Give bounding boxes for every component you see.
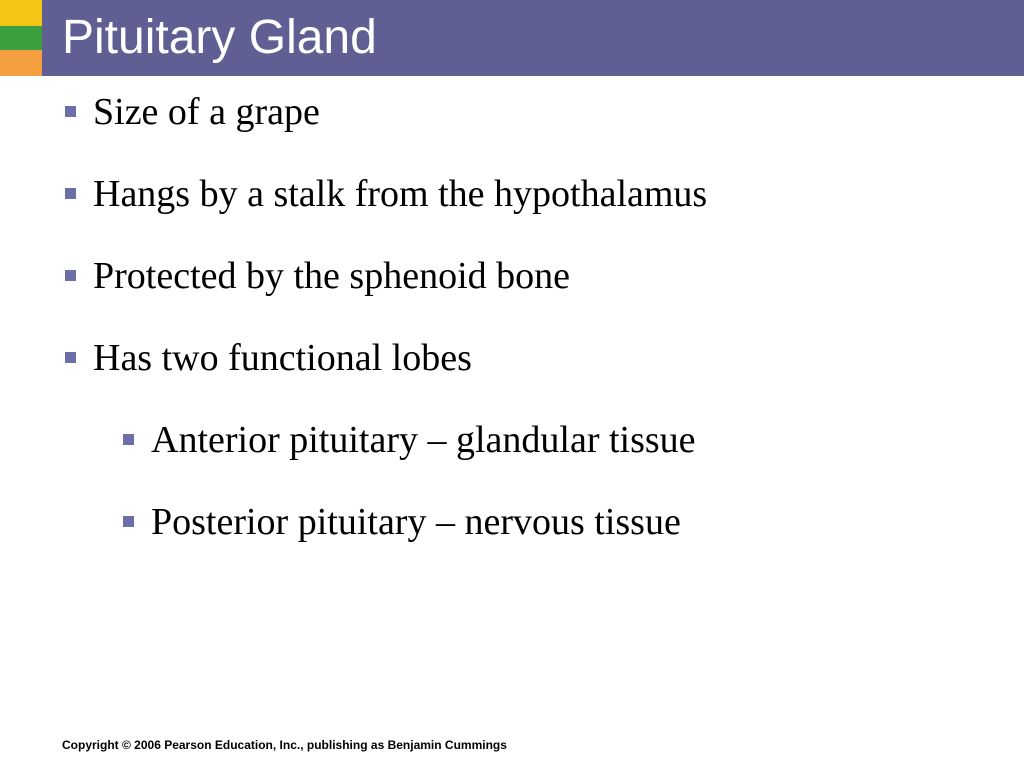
- square-bullet-icon: [65, 352, 76, 363]
- bullet-text: Has two functional lobes: [93, 337, 472, 379]
- bullet-text: Size of a grape: [93, 91, 320, 133]
- square-bullet-icon: [65, 270, 76, 281]
- copyright-footer: Copyright © 2006 Pearson Education, Inc., publishing as Benjamin Cummings: [62, 738, 507, 752]
- bullet-item: [65, 254, 570, 298]
- bullet-text: Protected by the sphenoid bone: [93, 255, 571, 297]
- square-bullet-icon: [123, 516, 134, 527]
- square-bullet-icon: [123, 434, 134, 445]
- square-bullet-icon: [65, 106, 76, 117]
- slide-title: Pituitary Gland: [62, 11, 377, 64]
- square-bullet-icon: [65, 188, 76, 199]
- sub-bullet-item: [123, 500, 681, 544]
- sub-bullet-text: Anterior pituitary – glandular tissue: [151, 419, 696, 461]
- bullet-text: Hangs by a stalk from the hypothalamus: [93, 173, 708, 215]
- bullet-item: [65, 336, 472, 380]
- bullet-item: [65, 90, 320, 134]
- bullet-item: [65, 172, 707, 216]
- sub-bullet-text: Posterior pituitary – nervous tissue: [151, 501, 681, 543]
- sub-bullet-item: [123, 418, 696, 462]
